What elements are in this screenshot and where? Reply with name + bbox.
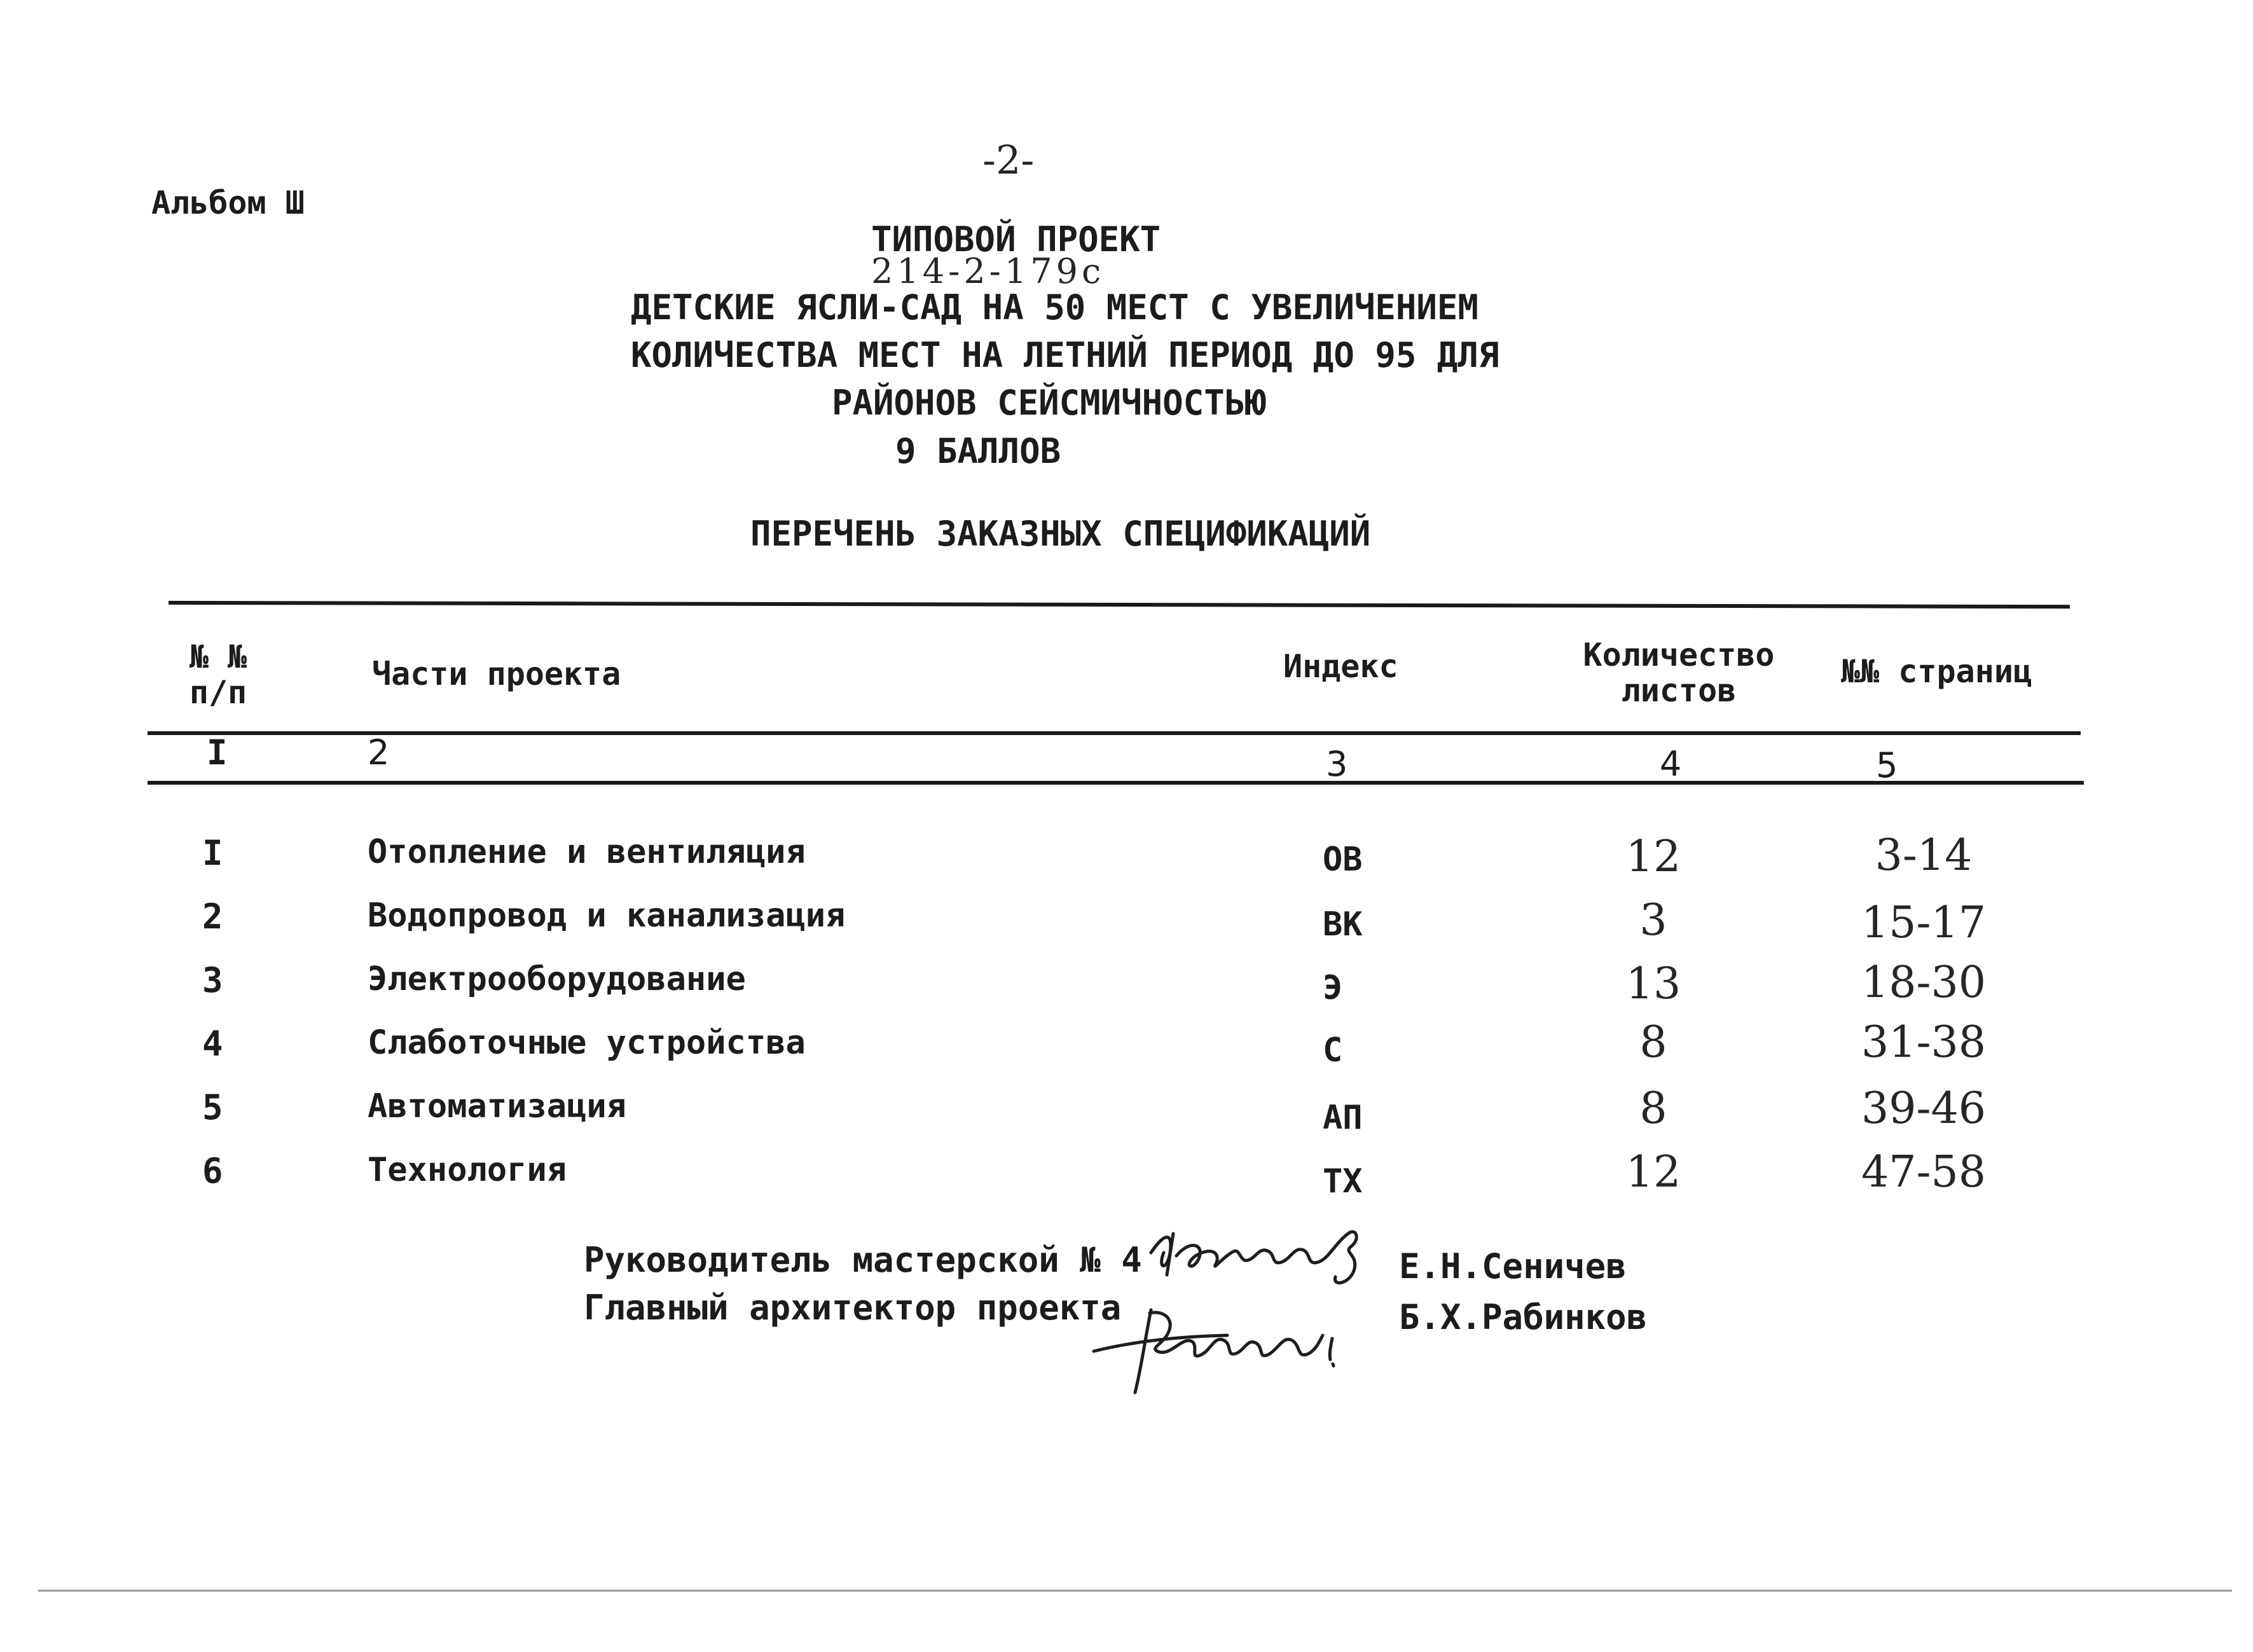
table-row	[0, 1017, 2253, 1087]
header-sheet-count	[1571, 637, 1787, 708]
row-page-range: 15-17	[1861, 898, 1987, 948]
header-row-number-line-1: № №	[189, 638, 247, 675]
row-sheet-count: 13	[1625, 959, 1681, 1009]
row-page-range: 18-30	[1861, 958, 1987, 1008]
column-number-2: 2	[368, 733, 390, 773]
row-number: I	[202, 833, 223, 873]
row-project-part: Технология	[368, 1151, 567, 1189]
header-row-number	[170, 639, 266, 710]
handwritten-signature-chief-architect	[1081, 1291, 1354, 1399]
header-page-numbers: №№ страниц	[1841, 653, 2033, 690]
table-row	[0, 1147, 2253, 1215]
row-number: 2	[202, 897, 223, 937]
column-number-4: 4	[1660, 744, 1682, 784]
column-number-5: 5	[1876, 745, 1898, 785]
header-sheet-count-line-2: листов	[1621, 672, 1737, 709]
page-number: -2-	[982, 137, 1035, 183]
project-title-line-3: РАЙОНОВ СЕЙСМИЧНОСТЬЮ	[832, 383, 1266, 423]
table-row	[0, 1084, 2253, 1151]
row-index: АП	[1323, 1099, 1363, 1137]
row-page-range: 31-38	[1861, 1017, 1987, 1068]
row-page-range: 3-14	[1875, 830, 1973, 881]
header-sheet-count-line-1: Количество	[1583, 637, 1775, 673]
row-index: ОВ	[1323, 841, 1363, 879]
bottom-scan-rule	[38, 1590, 2232, 1592]
album-label: Альбом Ш	[151, 184, 305, 221]
signatory-name-chief-architect: Б.Х.Рабинков	[1399, 1297, 1648, 1337]
row-sheet-count: 12	[1625, 832, 1681, 882]
signatory-role-workshop-head: Руководитель мастерской № 4	[584, 1240, 1142, 1280]
column-number-3: 3	[1326, 744, 1348, 784]
project-title-line-4: 9 БАЛЛОВ	[895, 431, 1061, 471]
table-row	[0, 960, 2253, 1024]
row-project-part: Слаботочные устройства	[368, 1024, 806, 1062]
table-colnum-rule	[148, 781, 2084, 785]
row-number: 4	[202, 1024, 223, 1064]
row-sheet-count: 12	[1625, 1147, 1681, 1197]
row-number: 6	[202, 1151, 223, 1191]
row-page-range: 39-46	[1861, 1084, 1987, 1134]
row-project-part: Электрооборудование	[368, 960, 746, 998]
row-index: ТХ	[1323, 1162, 1363, 1201]
signatory-name-workshop-head: Е.Н.Сеничев	[1399, 1246, 1627, 1286]
row-sheet-count: 8	[1639, 1084, 1667, 1134]
project-code: 214-2-179с	[871, 251, 1105, 291]
row-number: 3	[202, 960, 223, 1000]
table-row	[0, 897, 2253, 960]
table-top-rule	[169, 601, 2070, 609]
list-heading: ПЕРЕЧЕНЬ ЗАКАЗНЫХ СПЕЦИФИКАЦИЙ	[750, 514, 1371, 554]
column-number-1: I	[207, 733, 228, 773]
row-project-part: Отопление и вентиляция	[368, 833, 806, 871]
row-project-part: Автоматизация	[368, 1087, 626, 1125]
handwritten-signature-workshop-head	[1145, 1208, 1374, 1304]
row-index: С	[1323, 1031, 1343, 1070]
signatory-role-chief-architect: Главный архитектор проекта	[584, 1288, 1122, 1328]
document-type: ТИПОВОЙ ПРОЕКТ	[871, 219, 1161, 259]
table-header-rule	[148, 731, 2081, 735]
header-project-parts: Части проекта	[372, 656, 621, 692]
row-index: Э	[1323, 969, 1343, 1007]
header-index: Индекс	[1283, 648, 1398, 685]
row-project-part: Водопровод и канализация	[368, 897, 846, 935]
row-sheet-count: 3	[1639, 895, 1667, 946]
row-sheet-count: 8	[1639, 1017, 1667, 1068]
row-number: 5	[202, 1087, 223, 1127]
project-title-line-2: КОЛИЧЕСТВА МЕСТ НА ЛЕТНИЙ ПЕРИОД ДО 95 ДЛЯ	[631, 335, 1499, 375]
header-row-number-line-2: п/п	[189, 674, 247, 711]
table-row	[0, 830, 2253, 897]
project-title-line-1: ДЕТСКИЕ ЯСЛИ-САД НА 50 МЕСТ С УВЕЛИЧЕНИЕМ	[631, 287, 1478, 327]
row-page-range: 47-58	[1861, 1147, 1987, 1197]
row-index: ВК	[1323, 905, 1363, 944]
